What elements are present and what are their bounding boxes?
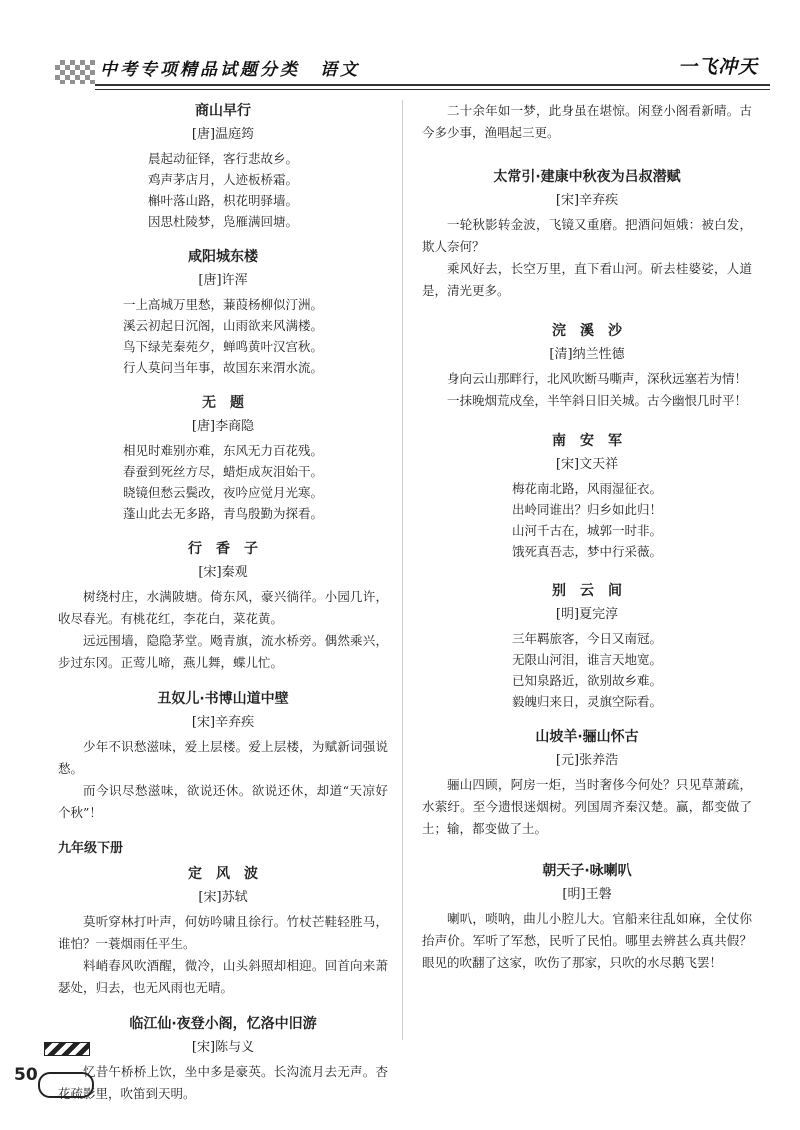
poem-chounuer — [58, 688, 388, 824]
header-checker-icon — [55, 60, 95, 84]
poem-xianyang — [58, 246, 388, 378]
poem-paragraph: 料峭春风吹酒醒，微冷，山头斜照却相迎。回首向来萧瑟处，归去，也无风雨也无晴。 — [58, 958, 388, 995]
poem-bieyunjian — [422, 580, 752, 712]
poem-wuti — [58, 392, 388, 524]
poem-line: 出岭同谁出？归乡如此归！ — [511, 502, 662, 517]
poem-shanpoyang — [422, 726, 752, 840]
poem-paragraph: 忆昔午桥桥上饮，坐中多是豪英。长沟流月去无声。杏花疏影里，吹笛到天明。 — [58, 1064, 388, 1101]
poem-title: 朝天子·咏喇叭 — [542, 863, 632, 879]
poem-title: 商山早行 — [195, 103, 251, 119]
poem-title: 临江仙·夜登小阁，忆洛中旧游 — [129, 1016, 317, 1032]
poem-title: 咸阳城东楼 — [188, 249, 258, 265]
poem-paragraph: 一抹晚烟荒戍垒，半竿斜日旧关城。古今幽恨几时平！ — [447, 393, 748, 408]
poem-line: 行人莫问当年事，故国东来渭水流。 — [122, 360, 323, 375]
poem-line: 三年羁旅客，今日又南冠。 — [511, 631, 662, 646]
poem-paragraph: 喇叭，唢呐，曲儿小腔儿大。官船来往乱如麻，全仗你抬声价。军听了军愁，民听了民怕。哪里去辨甚么真共假？眼见的吹翻了这家，吹伤了那家，只吹的水尽鹅飞罢！ — [422, 911, 752, 970]
poem-line: 梅花南北路，风雨湿征衣。 — [511, 481, 662, 496]
header-rule — [95, 84, 770, 86]
poem-title: 别 云 间 — [552, 583, 622, 599]
section-heading: 九年级下册 — [58, 841, 124, 856]
poem-author: [宋]苏轼 — [198, 890, 248, 905]
hurdle-stripe-icon — [44, 1042, 90, 1056]
header-brand: 一飞冲天 — [677, 56, 758, 78]
poem-line: 槲叶落山路，枳花明驿墙。 — [147, 193, 298, 208]
poem-title: 山坡羊·骊山怀古 — [535, 729, 639, 745]
poem-paragraph: 远远围墙，隐隐茅堂。飏青旗，流水桥旁。偶然乘兴，步过东冈。正莺儿啼，燕儿舞，蝶儿忙。 — [58, 633, 388, 670]
poem-title: 浣 溪 沙 — [552, 323, 622, 339]
poem-taichangyin — [422, 166, 752, 302]
poem-author: [唐]许浑 — [198, 273, 248, 288]
poem-paragraph: 骊山四顾，阿房一炬，当时奢侈今何处？只见草萧疏，水萦纡。至今遗恨迷烟树。列国周齐秦汉楚。赢，都变做了土；输，都变做了土。 — [422, 777, 752, 836]
poem-title: 南 安 军 — [552, 433, 622, 449]
page-header — [0, 0, 800, 100]
poem-paragraph: 而今识尽愁滋味，欲说还休。欲说还休，却道“天凉好个秋”！ — [58, 783, 388, 820]
poem-line: 相见时难别亦难，东风无力百花残。 — [122, 443, 323, 458]
poem-xingxiangzi — [58, 538, 388, 674]
poem-linjiangxian-continued — [422, 100, 752, 144]
poem-author: [元]张养浩 — [555, 753, 619, 768]
poem-line: 饿死真吾志，梦中行采薇。 — [511, 544, 662, 559]
poem-line: 晨起动征铎，客行悲故乡。 — [147, 151, 298, 166]
poem-line: 溪云初起日沉阁，山雨欲来风满楼。 — [122, 318, 323, 333]
poem-line: 晓镜但愁云鬓改，夜吟应觉月光寒。 — [122, 485, 323, 500]
poem-line: 鸟下绿芜秦苑夕，蝉鸣黄叶汉宫秋。 — [122, 339, 323, 354]
page-number-badge — [38, 1042, 90, 1094]
column-divider — [402, 100, 403, 1040]
poem-line: 已知泉路近，欲别故乡难。 — [511, 673, 662, 688]
poem-line: 一上高城万里愁，蒹葭杨柳似汀洲。 — [122, 297, 323, 312]
poem-dingfengbo — [58, 863, 388, 999]
poem-author: [唐]温庭筠 — [191, 127, 255, 142]
poem-line: 无限山河泪，谁言天地宽。 — [511, 652, 662, 667]
page-number: 50 — [14, 1065, 38, 1085]
poem-line: 春蚕到死丝方尽，蜡炬成灰泪始干。 — [122, 464, 323, 479]
poem-paragraph: 身向云山那畔行，北风吹断马嘶声，深秋远塞若为情！ — [447, 371, 748, 386]
poem-author: [宋]辛弃疾 — [555, 193, 619, 208]
poem-paragraph: 少年不识愁滋味，爱上层楼。爱上层楼，为赋新词强说愁。 — [58, 739, 388, 776]
poem-line: 鸡声茅店月，人迹板桥霜。 — [147, 172, 298, 187]
poem-paragraph: 乘风好去，长空万里，直下看山河。斫去桂婆娑，人道是，清光更多。 — [422, 261, 752, 298]
poem-paragraph: 树绕村庄，水满陂塘。倚东风，豪兴徜徉。小园几许，收尽春光。有桃花红，李花白，菜花黄。 — [58, 589, 388, 626]
poem-chaotianzi — [422, 860, 752, 974]
right-column — [422, 100, 752, 988]
poem-author: [明]夏完淳 — [555, 607, 619, 622]
poem-line: 毅魄归来日，灵旗空际看。 — [511, 694, 662, 709]
poem-author: [宋]文天祥 — [555, 457, 619, 472]
poem-title: 定 风 波 — [188, 866, 258, 882]
poem-title: 太常引·建康中秋夜为吕叔潜赋 — [493, 169, 681, 185]
poem-shangshan — [58, 100, 388, 232]
poem-author: [明]王磐 — [562, 887, 612, 902]
poem-linjiangxian — [58, 1013, 388, 1105]
poem-author: [唐]李商隐 — [191, 419, 255, 434]
poem-huanxisha — [422, 320, 752, 412]
poem-author: [宋]陈与义 — [191, 1040, 255, 1055]
poem-paragraph: 二十余年如一梦，此身虽在堪惊。闲登小阁看新晴。古今多少事，渔唱起三更。 — [422, 103, 752, 140]
poem-author: [宋]辛弃疾 — [191, 715, 255, 730]
poem-title: 无 题 — [202, 395, 244, 411]
poem-line: 蓬山此去无多路，青鸟殷勤为探看。 — [122, 506, 323, 521]
page-number-frame — [38, 1072, 94, 1098]
poem-paragraph: 一轮秋影转金波，飞镜又重磨。把酒问姮娥：被白发，欺人奈何？ — [422, 217, 752, 254]
poem-title: 丑奴儿·书博山道中壁 — [157, 691, 289, 707]
header-rule-thin — [95, 89, 770, 90]
poem-title: 行 香 子 — [188, 541, 258, 557]
left-column — [58, 100, 388, 1119]
poem-author: [清]纳兰性德 — [549, 347, 625, 362]
poem-line: 因思杜陵梦，凫雁满回塘。 — [147, 214, 298, 229]
poem-paragraph: 莫听穿林打叶声，何妨吟啸且徐行。竹杖芒鞋轻胜马，谁怕？一蓑烟雨任平生。 — [58, 914, 388, 951]
header-title: 中考专项精品试题分类 语文 — [100, 60, 360, 80]
poem-line: 山河千古在，城郭一时非。 — [511, 523, 662, 538]
poem-nananjun — [422, 430, 752, 562]
poem-author: [宋]秦观 — [198, 565, 248, 580]
